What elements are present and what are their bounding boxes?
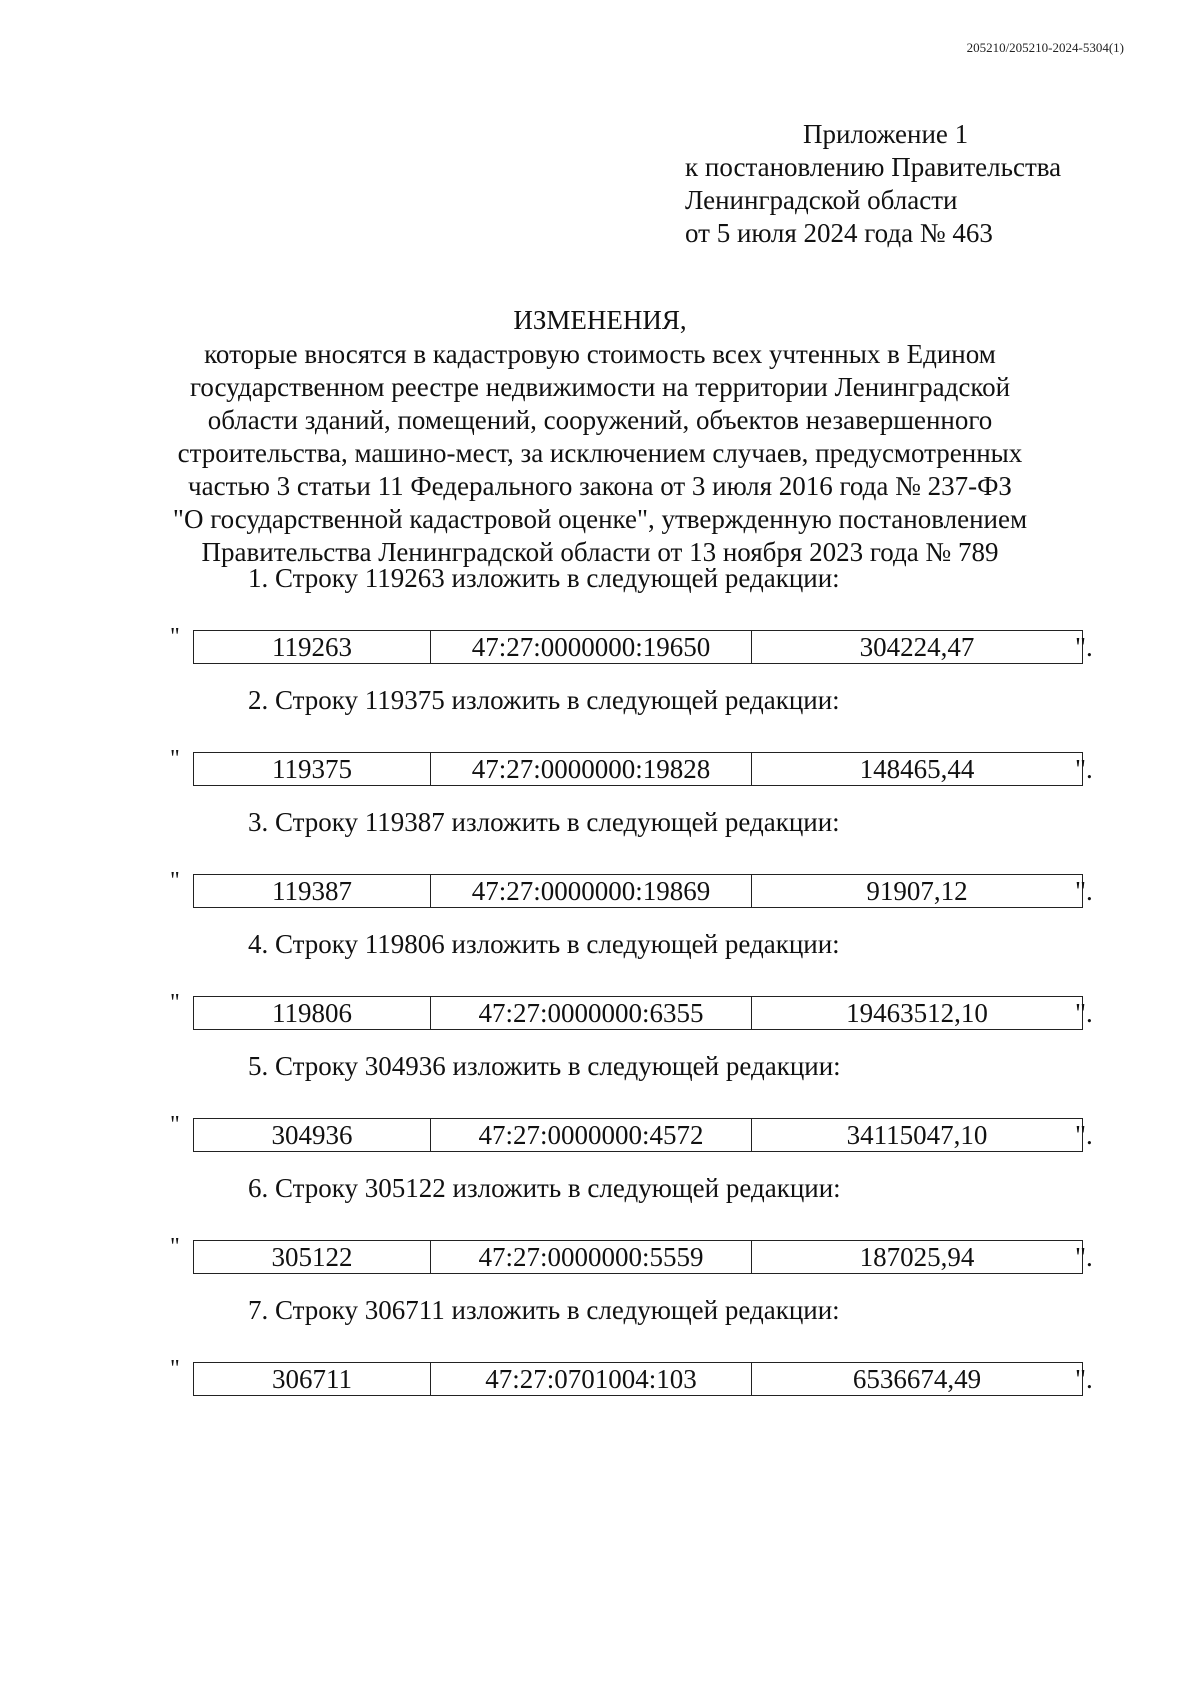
heading-line: Правительства Ленинградской области от 13 ноября 2023 года № 789: [201, 537, 999, 567]
cadastral-value-cell: 148465,44: [859, 754, 975, 784]
heading-line: "О государственной кадастровой оценке", утвержденную постановлением: [172, 504, 1028, 534]
quote-open: ": [170, 1234, 180, 1260]
cadastral-number-cell: 47:27:0000000:5559: [431, 1241, 752, 1273]
cadastral-value-cell: 304224,47: [859, 632, 975, 662]
row-number-cell: 119375: [194, 753, 431, 785]
quote-open: ": [170, 1356, 180, 1382]
table-row: [193, 874, 1083, 908]
quote-open: ": [170, 746, 180, 772]
cadastral-value-cell: 91907,12: [866, 876, 968, 906]
heading-line: строительства, машино-мест, за исключением случаев, предусмотренных: [177, 438, 1023, 468]
table-row: [193, 1240, 1083, 1274]
heading-line: области зданий, помещений, сооружений, объектов незавершенного: [207, 405, 993, 435]
quote-close: ".: [1075, 1120, 1093, 1150]
amendment-instruction: 6. Строку 305122 изложить в следующей редакции:: [248, 1173, 841, 1203]
cadastral-number-cell: 47:27:0000000:19650: [431, 631, 752, 663]
heading-title: ИЗМЕНЕНИЯ,: [513, 305, 687, 335]
heading-line: частью 3 статьи 11 Федерального закона от 3 июля 2016 года № 237-ФЗ: [188, 471, 1012, 501]
cadastral-value-cell: 187025,94: [859, 1242, 975, 1272]
appendix-block: [685, 118, 1061, 250]
cadastral-value-cell: 6536674,49: [852, 1364, 982, 1394]
heading-line: государственном реестре недвижимости на территории Ленинградской: [189, 372, 1011, 402]
table-row: [193, 1118, 1083, 1152]
quote-close: ".: [1075, 632, 1093, 662]
appendix-line-resolution: к постановлению Правительства: [685, 152, 1062, 182]
cadastral-value-cell: 19463512,10: [846, 998, 988, 1028]
quote-close: ".: [1075, 876, 1093, 906]
amendment-instruction: 3. Строку 119387 изложить в следующей редакции:: [248, 807, 840, 837]
table-row: [193, 1362, 1083, 1396]
row-number-cell: 119263: [194, 631, 431, 663]
quote-close: ".: [1075, 754, 1093, 784]
quote-open: ": [170, 868, 180, 894]
quote-open: ": [170, 990, 180, 1016]
amendment-instruction: 2. Строку 119375 изложить в следующей редакции:: [248, 685, 840, 715]
amendment-instruction: 4. Строку 119806 изложить в следующей редакции:: [248, 929, 840, 959]
quote-open: ": [170, 624, 180, 650]
table-row: [193, 996, 1083, 1030]
table-row: [193, 752, 1083, 786]
heading-line: которые вносятся в кадастровую стоимость всех учтенных в Едином: [204, 339, 996, 369]
quote-close: ".: [1075, 998, 1093, 1028]
amendment-instruction: 7. Строку 306711 изложить в следующей редакции:: [248, 1295, 840, 1325]
row-number-cell: 119806: [194, 997, 431, 1029]
quote-open: ": [170, 1112, 180, 1138]
quote-close: ".: [1075, 1242, 1093, 1272]
cadastral-number-cell: 47:27:0701004:103: [431, 1363, 752, 1395]
appendix-line-date: от 5 июля 2024 года № 463: [685, 218, 993, 248]
document-heading: [150, 304, 1050, 569]
appendix-line-region: Ленинградской области: [685, 185, 958, 215]
cadastral-value-cell: 34115047,10: [846, 1120, 988, 1150]
document-registration-number: 205210/205210-2024-5304(1): [966, 40, 1124, 55]
row-number-cell: 304936: [194, 1119, 431, 1151]
quote-close: ".: [1075, 1364, 1093, 1394]
cadastral-number-cell: 47:27:0000000:4572: [431, 1119, 752, 1151]
amendment-instruction: 5. Строку 304936 изложить в следующей редакции:: [248, 1051, 841, 1081]
row-number-cell: 305122: [194, 1241, 431, 1273]
amendment-instruction: 1. Строку 119263 изложить в следующей редакции:: [248, 563, 840, 593]
cadastral-number-cell: 47:27:0000000:19828: [431, 753, 752, 785]
cadastral-number-cell: 47:27:0000000:6355: [431, 997, 752, 1029]
cadastral-number-cell: 47:27:0000000:19869: [431, 875, 752, 907]
row-number-cell: 306711: [194, 1363, 431, 1395]
row-number-cell: 119387: [194, 875, 431, 907]
table-row: [193, 630, 1083, 664]
appendix-title: Приложение 1: [803, 119, 969, 149]
